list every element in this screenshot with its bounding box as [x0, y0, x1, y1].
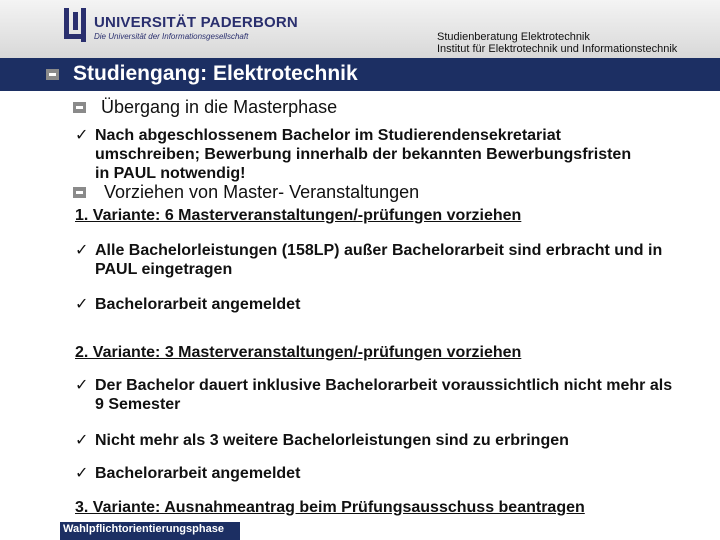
logo-text: UNIVERSITÄT PADERBORN [94, 13, 298, 31]
list-item [75, 295, 715, 314]
footer-label: Wahlpflichtorientierungsphase [63, 523, 224, 535]
list-item-text: Nicht mehr als 3 weitere Bachelorleistungen sind zu erbringen [95, 432, 569, 449]
variant-1-label: 1. Variante: 6 Masterveranstaltungen/-prüfungen vorziehen [75, 207, 522, 224]
section-heading-vorziehen: Vorziehen von Master- Veranstaltungen [104, 182, 420, 202]
list-item [75, 431, 715, 450]
arrow-box-icon [73, 187, 86, 198]
list-item-text: Der Bachelor dauert inklusive Bachelorarbeit voraussichtlich nicht mehr als 9 Semester [95, 377, 673, 413]
arrow-box-icon [46, 69, 59, 80]
variant-3-label: 3. Variante: Ausnahmeantrag beim Prüfungsausschuss beantragen [75, 499, 585, 516]
list-item-text: Alle Bachelorleistungen (158LP) außer Bachelorarbeit sind erbracht und in PAUL eingetragen [95, 242, 663, 278]
university-seal-icon [64, 8, 86, 46]
checkmark-icon: ✓ [75, 465, 89, 482]
checkmark-icon: ✓ [75, 127, 89, 144]
variant-2-label: 2. Variante: 3 Masterveranstaltungen/-prüfungen vorziehen [75, 344, 522, 361]
list-item [75, 126, 715, 183]
institute-info [437, 31, 677, 55]
list-item [75, 376, 715, 414]
arrow-box-icon [73, 102, 86, 113]
institute-line-2: Institut für Elektrotechnik und Informationstechnik [437, 43, 678, 55]
list-item-text: Nach abgeschlossenem Bachelor im Studierendensekretariat umschreiben; Bewerbung innerhalb der bekannten Bewerbungsfristen in PAUL notwendig! [95, 127, 632, 182]
checkmark-icon: ✓ [75, 377, 89, 394]
university-logo [64, 8, 298, 46]
logo-subtext: Die Universität der Informationsgesellschaft [94, 31, 249, 41]
checkmark-icon: ✓ [75, 432, 89, 449]
section-heading-masterphase: Übergang in die Masterphase [101, 97, 338, 117]
checkmark-icon: ✓ [75, 296, 89, 313]
list-item-text: Bachelorarbeit angemeldet [95, 465, 301, 482]
list-item-text: Bachelorarbeit angemeldet [95, 296, 301, 313]
list-item [75, 464, 715, 483]
checkmark-icon: ✓ [75, 242, 89, 259]
institute-line-1: Studienberatung Elektrotechnik [437, 31, 590, 43]
list-item [75, 241, 715, 279]
page-title: Studiengang: Elektrotechnik [73, 62, 358, 85]
